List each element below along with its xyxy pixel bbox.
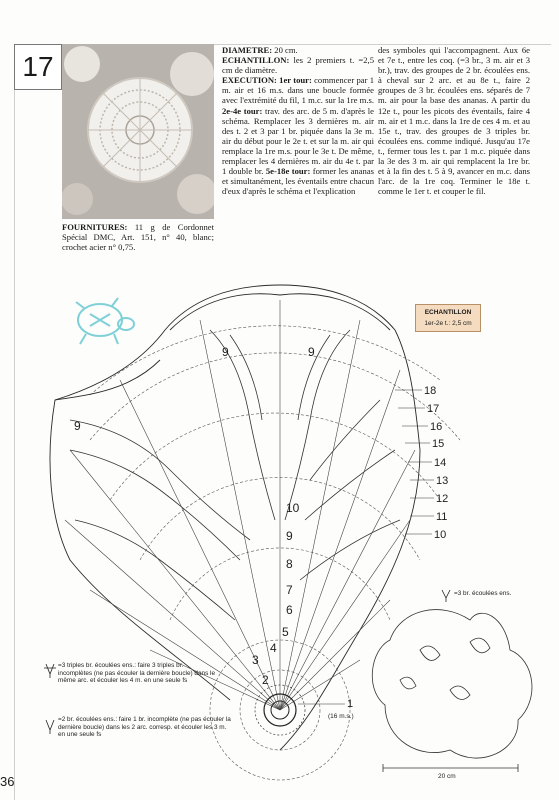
round1-text: commencer par 1 m. air et 16 m.s. dans une boucle formée avec l'extrémité du fil, 1 m.c. sur la 1re m.s. — [222, 75, 374, 106]
sample-box-title: ECHANTILLON — [424, 309, 472, 316]
pineapple-mark-3: 9 — [74, 419, 81, 433]
round-labels-center — [252, 501, 300, 687]
center-label-7: 7 — [286, 583, 293, 597]
col3-text: des symboles qui l'accompagnent. Aux 6e et 7e t., entre les coq. (=3 br., 3 m. air et 3 br.), trav. des groupes de 2 br. écoulées ens. à cheval sur 2 arc. et au 8e t., faire 2 groupes de 3 br. écoulées ens. séparés de 7 m. air pour la base des ananas. A partir du 12e t., pour les picots des éventails, faire 4 m. air et 1 m.c. dans la 1re de ces 4 m. et au 15e t., trav. des groupes de 3 triples br. écoulées ens. comme indiqué. Jusqu'au 17e t., fermer tous les t. par 1 m.c. piquée dans la 3e des 3 m. air qui remplacent la 1re br. et à la fin des t. 5 à 9, avancer en m.c. dans l'arc. de la 1re coq. Terminer le 18e t. comme le 1er t. et couper le fil. — [378, 45, 530, 197]
center-note: (16 m.s.) — [328, 713, 354, 720]
execution-label: EXECUTION: — [222, 75, 277, 86]
round2-label: 2e-4e tour: — [222, 105, 263, 116]
round-label-11: 11 — [436, 511, 448, 523]
size-label: 20 cm — [438, 773, 456, 780]
page-number: 36 — [0, 774, 15, 789]
round1-label: 1er tour: — [276, 75, 312, 86]
chain-arcs — [90, 326, 460, 780]
pineapple-mark-1: 9 — [222, 345, 229, 359]
flower-sketch — [372, 610, 532, 772]
pineapple-motifs — [70, 330, 400, 620]
center-label-6: 6 — [286, 603, 293, 617]
diameter-label: DIAMETRE: — [222, 45, 273, 55]
round-label-18: 18 — [424, 385, 437, 397]
round5-text: former les ananas et simultanément, les éventails entre chacun d'eux d'après le schéma et l'explication — [222, 166, 374, 197]
sample-box-subtitle: 1er-2e t.: 2,5 cm — [424, 320, 472, 327]
sample-text: les 2 premiers t. =2,5 cm de diamètre. — [222, 55, 374, 76]
center-count: 1 — [347, 698, 354, 710]
round-label-14: 14 — [434, 457, 447, 469]
stitch-rays — [65, 300, 415, 710]
round5-label: 5e-18e tour: — [263, 166, 311, 177]
symbol-3-together — [442, 590, 450, 602]
supplies-value: 11 g de Cordonnet Spécial DMC, Art. 151, n° 40, blanc; crochet acier n° 0,75. — [62, 222, 214, 253]
center-label-8: 8 — [286, 557, 293, 571]
center-label-4: 4 — [270, 641, 277, 655]
round-label-16: 16 — [430, 421, 443, 433]
center-label-10: 10 — [286, 501, 300, 515]
pineapple-mark-2: 9 — [308, 345, 315, 359]
round-label-13: 13 — [436, 475, 449, 487]
round-label-10: 10 — [434, 529, 447, 541]
center-label-9: 9 — [286, 529, 293, 543]
turtle-icon — [76, 298, 134, 344]
diameter-value: 20 cm. — [272, 45, 298, 55]
round2-text: trav. des arc. de 5 m. d'après le schéma. Remplacer les 3 dernières m. air des t. 2 et 3 par 1 br. piquée dans la 3e m. air du début pour le 2e t. et sur la m. air qui remplace la 1re m.s. pour le 3e t. De même, remplacer les 4 dernières m. air du 4e t. par 1 double br. — [222, 105, 374, 177]
round-labels-right — [395, 385, 448, 541]
triple-cluster-icon — [44, 664, 56, 678]
round-label-15: 15 — [432, 438, 445, 450]
legend-symbols — [44, 664, 56, 734]
cluster-symbol-icon — [442, 590, 450, 602]
double-cluster-icon — [46, 720, 54, 734]
supplies-label: FOURNITURES: — [62, 222, 128, 232]
center-label-2: 2 — [262, 673, 269, 687]
round-label-17: 17 — [427, 403, 440, 415]
sample-label: ECHANTILLON: — [222, 55, 290, 66]
symbol-note: =3 br. écoulées ens. — [454, 590, 512, 597]
legend-double: =2 br. écoulées ens.: faire 1 br. incomplète (ne pas écouler la dernière boucle) dans les 2 arc. corresp. et écouler les 3 m. en une seule fs — [58, 716, 231, 738]
legend-triple: =3 triples br. écoulées ens.: faire 3 triples br. incomplètes (ne pas écouler la dernière boucle) dans le même arc. et écouler les 4 m. en une seule fs — [58, 662, 216, 684]
center-label-3: 3 — [252, 653, 259, 667]
center-label-5: 5 — [282, 625, 289, 639]
pattern-number: 17 — [14, 44, 62, 90]
round-label-12: 12 — [436, 493, 449, 505]
